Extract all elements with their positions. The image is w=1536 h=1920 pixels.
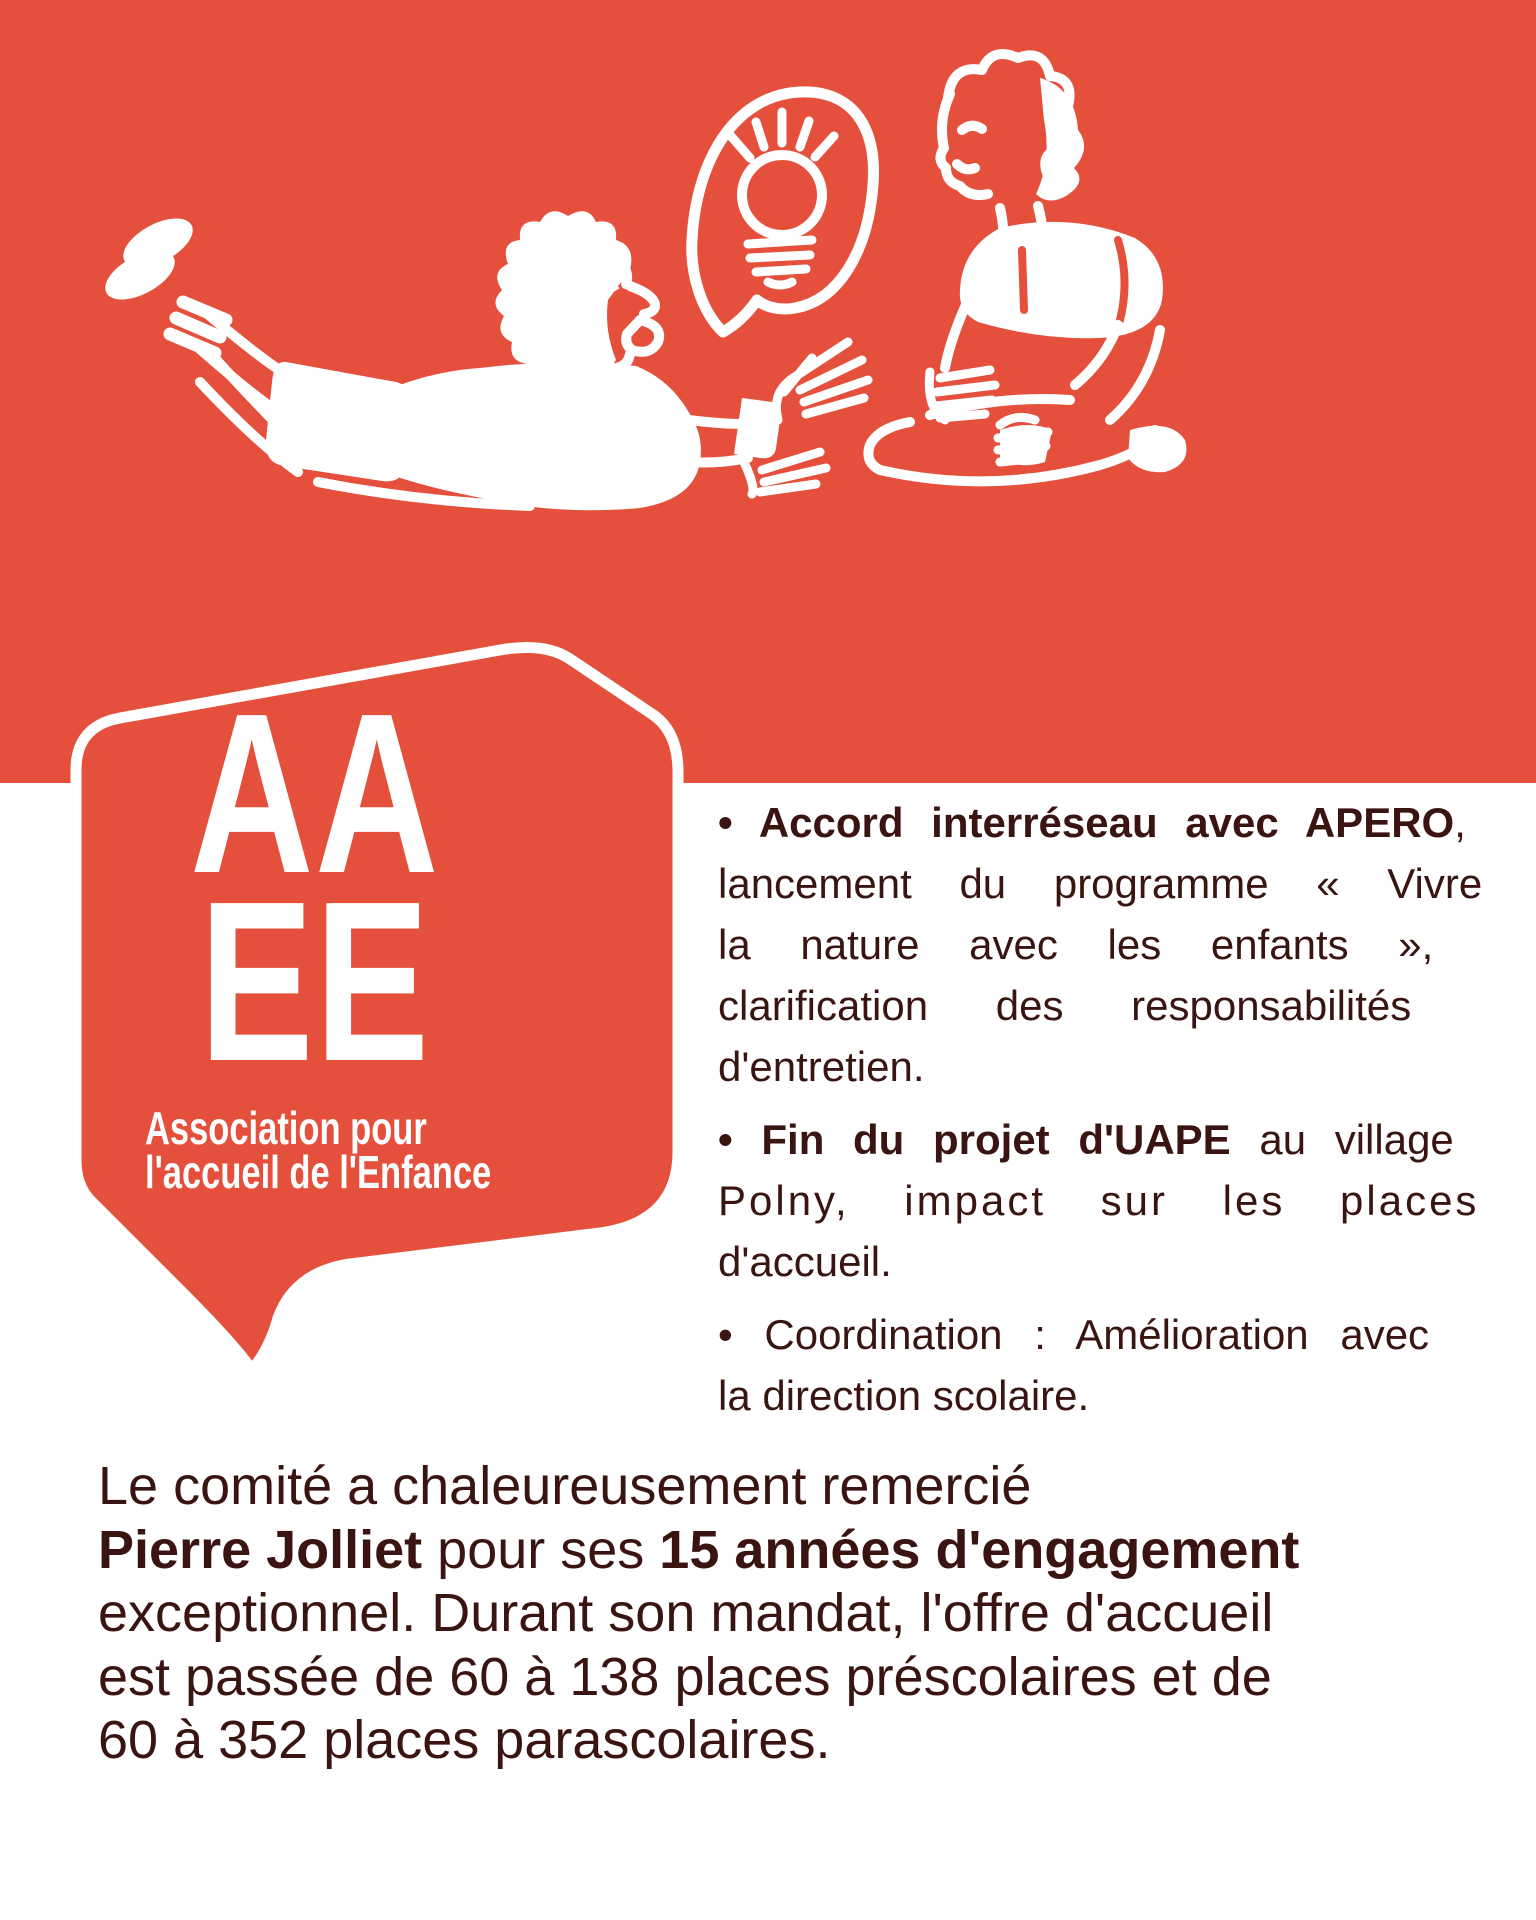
- logo-name-line1: Association pour: [145, 1102, 427, 1154]
- text-line: • Fin du projet d'UAPE au village: [718, 1116, 1454, 1163]
- text-line: est passée de 60 à 138 places préscolaires et de: [98, 1646, 1272, 1707]
- text-line: lancement du programme « Vivre: [718, 860, 1483, 907]
- text-line: la nature avec les enfants »,: [718, 921, 1434, 968]
- closing-paragraph: [98, 1455, 1498, 1773]
- bullet-item: [718, 1304, 1518, 1426]
- text-line: 60 à 352 places parascolaires.: [98, 1710, 831, 1770]
- bullet-item: [718, 792, 1518, 1097]
- logo-acronym-line2: EE: [199, 855, 431, 1109]
- text-line: clarification des responsabilités: [718, 982, 1412, 1029]
- text-line: Pierre Jolliet pour ses 15 années d'engagement: [98, 1519, 1300, 1580]
- bullet-list: [718, 792, 1518, 1426]
- text-line: d'accueil.: [718, 1238, 892, 1285]
- bullet-item: [718, 1109, 1518, 1292]
- text-line: Le comité a chaleureusement remercié: [98, 1456, 1032, 1516]
- text-line: Polny, impact sur les places: [718, 1177, 1480, 1224]
- text-line: exceptionnel. Durant son mandat, l'offre d'accueil: [98, 1583, 1274, 1643]
- text-line: la direction scolaire.: [718, 1372, 1090, 1419]
- text-line: • Accord interréseau avec APERO,: [718, 799, 1466, 846]
- logo-acronym-line1: AA: [190, 667, 440, 921]
- logo-name-line2: l'accueil de l'Enfance: [145, 1146, 492, 1198]
- text-line: • Coordination : Amélioration avec: [718, 1311, 1430, 1358]
- text-line: d'entretien.: [718, 1043, 925, 1090]
- logo-association-name: [145, 1102, 492, 1198]
